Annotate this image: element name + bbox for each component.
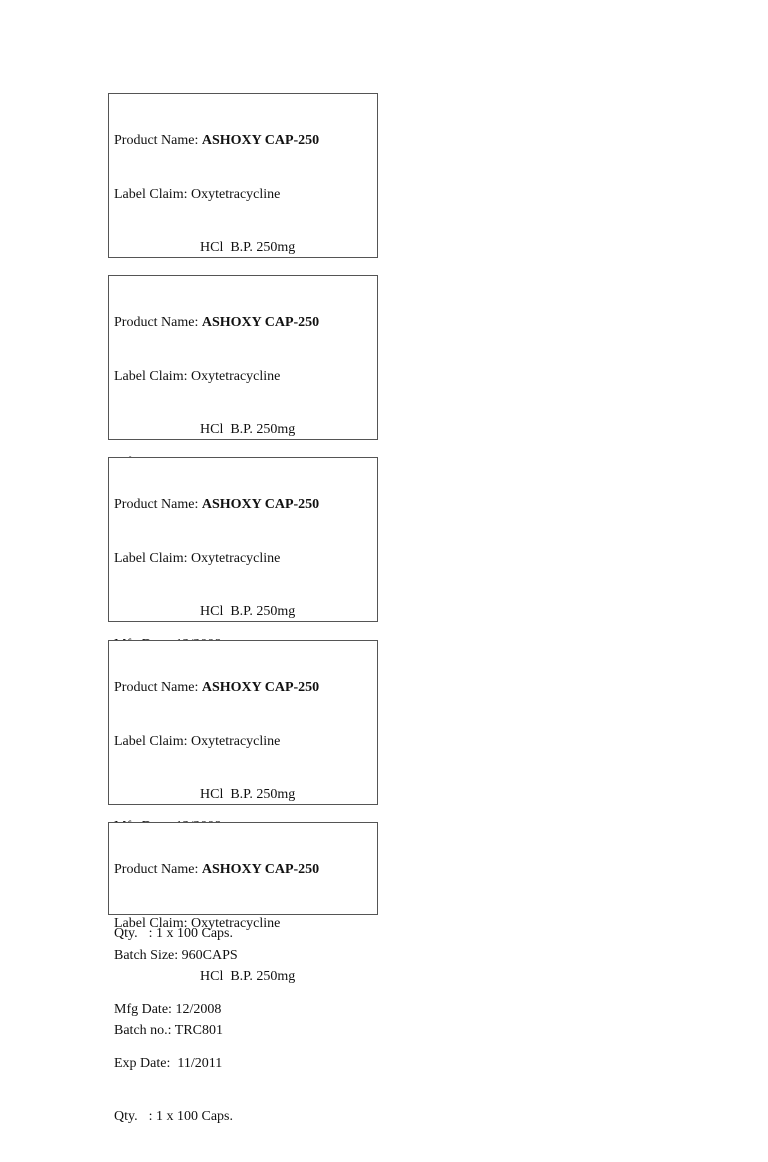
batch-no-caption: Batch no.:	[114, 1022, 175, 1038]
label-claim-continuation: HCl B.P. 250mg	[200, 969, 296, 985]
product-name-line	[114, 861, 377, 879]
product-name-value: ASHOXY CAP-250	[201, 861, 320, 877]
product-name-caption: Product Name:	[114, 496, 202, 512]
product-name-caption: Product Name:	[114, 314, 202, 330]
label-claim-line	[114, 733, 377, 751]
exp-date-caption: Exp Date:	[114, 1055, 178, 1071]
product-name-caption: Product Name:	[114, 679, 202, 695]
label-claim-continuation: HCl B.P. 250mg	[200, 240, 296, 256]
product-label-card	[108, 275, 378, 440]
batch-no-line	[114, 1022, 377, 1040]
batch-size-value: 960CAPS	[181, 948, 238, 964]
label-claim-line	[114, 550, 377, 568]
product-label-card	[108, 93, 378, 258]
product-name-caption: Product Name:	[114, 861, 202, 877]
label-claim-value: Oxytetracycline	[190, 915, 281, 931]
label-claim-line	[114, 368, 377, 386]
product-name-value: ASHOXY CAP-250	[201, 496, 320, 512]
product-label-card	[108, 457, 378, 942]
product-name-line	[114, 132, 377, 150]
product-name-value: ASHOXY CAP-250	[201, 679, 320, 695]
product-name-line	[114, 314, 377, 332]
exp-date-value: 11/2011	[177, 1055, 223, 1071]
batch-size-caption: Batch Size:	[114, 948, 182, 964]
label-claim-value: Oxytetracycline	[190, 733, 281, 749]
batch-no-value: TRC801	[174, 1022, 224, 1038]
qty-caption: Qty.	[114, 926, 138, 942]
mfg-date-caption: Mfg Date:	[114, 1002, 176, 1018]
qty-value: : 1 x 100 Caps.	[148, 926, 233, 942]
exp-date-line	[114, 1055, 377, 1073]
label-claim-value: Oxytetracycline	[190, 368, 281, 384]
label-claim-value: Oxytetracycline	[190, 550, 281, 566]
label-claim-caption: Label Claim:	[114, 915, 191, 931]
product-name-value: ASHOXY CAP-250	[201, 132, 320, 148]
qty-line	[114, 1108, 377, 1126]
product-name-line	[114, 679, 377, 697]
qty-caption: Qty.	[114, 1109, 138, 1125]
product-name-line	[114, 496, 377, 514]
label-claim-continuation: HCl B.P. 250mg	[200, 604, 296, 620]
label-claim-continuation: HCl B.P. 250mg	[200, 422, 296, 438]
label-claim-continuation: HCl B.P. 250mg	[200, 787, 296, 803]
label-claim-caption: Label Claim:	[114, 550, 191, 566]
label-claim-line	[114, 915, 377, 933]
label-claim-caption: Label Claim:	[114, 368, 191, 384]
label-claim-line	[114, 186, 377, 204]
product-name-value: ASHOXY CAP-250	[201, 314, 320, 330]
label-claim-caption: Label Claim:	[114, 733, 191, 749]
label-claim-value: Oxytetracycline	[190, 186, 281, 202]
product-name-caption: Product Name:	[114, 132, 202, 148]
mfg-date-value: 12/2008	[175, 1002, 222, 1018]
qty-value: : 1 x 100 Caps.	[148, 1109, 233, 1125]
label-claim-caption: Label Claim:	[114, 186, 191, 202]
